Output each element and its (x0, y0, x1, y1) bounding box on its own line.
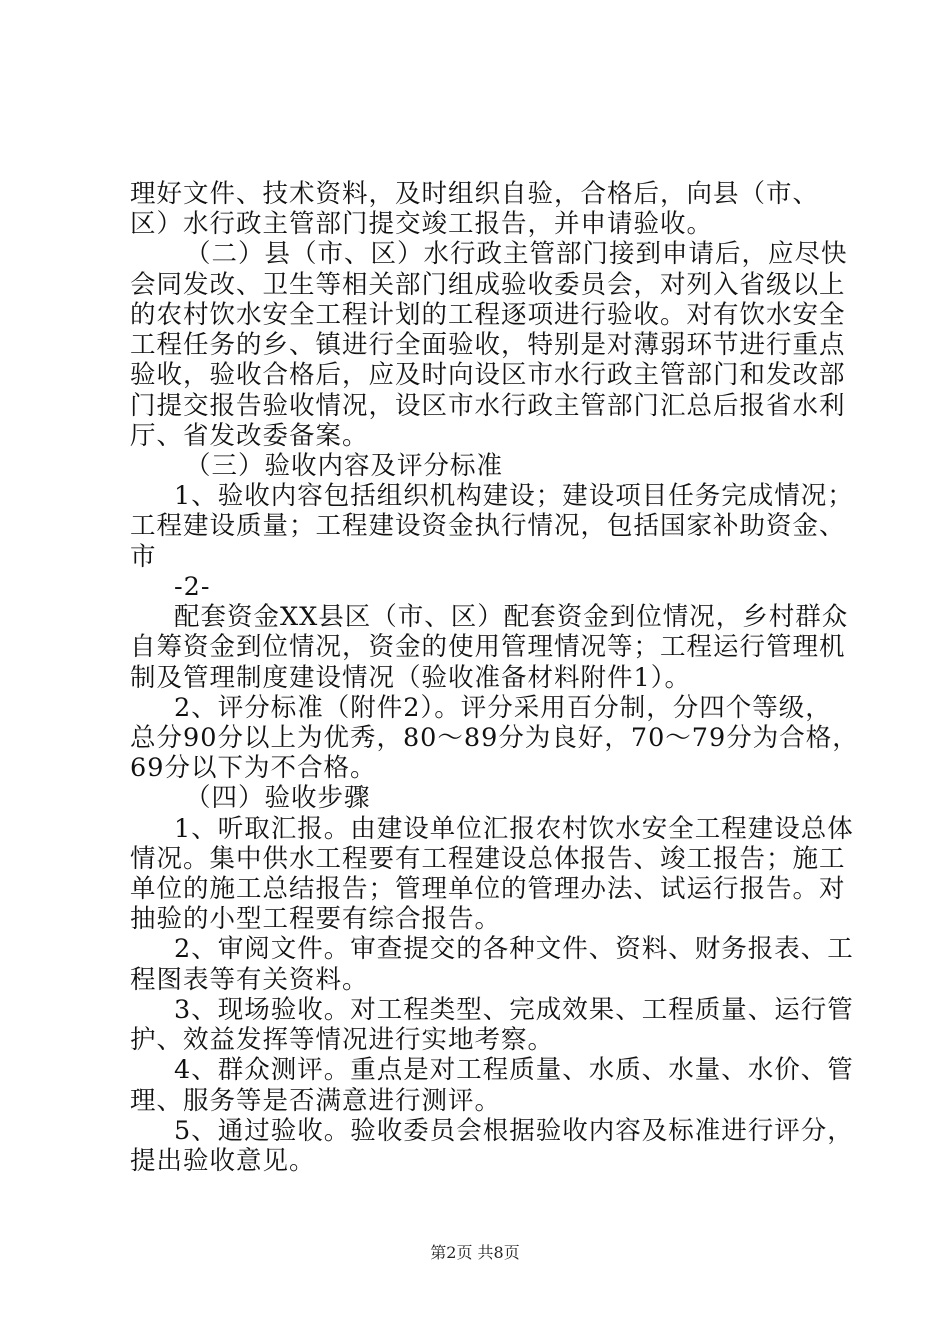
body-line: 情况。集中供水工程要有工程建设总体报告、竣工报告；施工 (130, 844, 846, 874)
body-line: 的农村饮水安全工程计划的工程逐项进行验收。对有饮水安全 (130, 300, 846, 330)
body-line: 工程任务的乡、镇进行全面验收，特别是对薄弱环节进行重点 (130, 330, 846, 360)
body-line: 区）水行政主管部门提交竣工报告，并申请验收。 (130, 209, 714, 239)
body-line: 单位的施工总结报告；管理单位的管理办法、试运行报告。对 (130, 874, 846, 904)
section-heading: （三）验收内容及评分标准 (185, 451, 504, 481)
body-line: 1、验收内容包括组织机构建设；建设项目任务完成情况； (174, 481, 854, 511)
inline-page-marker: -2- (174, 572, 211, 602)
body-line: 程图表等有关资料。 (130, 965, 369, 995)
body-line: 3、现场验收。对工程类型、完成效果、工程质量、运行管 (174, 995, 854, 1025)
body-line: 厅、省发改委备案。 (130, 421, 369, 451)
body-line: 门提交报告验收情况，设区市水行政主管部门汇总后报省水利 (130, 391, 846, 421)
body-line: 4、群众测评。重点是对工程质量、水质、水量、水价、管 (174, 1055, 854, 1085)
section-heading: （四）验收步骤 (185, 783, 371, 813)
body-line: 提出验收意见。 (130, 1146, 316, 1176)
body-line: 配套资金XX县区（市、区）配套资金到位情况，乡村群众 (174, 602, 849, 632)
body-line: 验收，验收合格后，应及时向设区市水行政主管部门和发改部 (130, 360, 846, 390)
body-line: 抽验的小型工程要有综合报告。 (130, 904, 502, 934)
body-line: 理、服务等是否满意进行测评。 (130, 1086, 502, 1116)
body-line: 总分90分以上为优秀，80～89分为良好，70～79分为合格， (130, 723, 859, 753)
body-line: 5、通过验收。验收委员会根据验收内容及标准进行评分， (174, 1116, 854, 1146)
body-line: 2、评分标准（附件2）。评分采用百分制，分四个等级， (174, 693, 832, 723)
body-line: 制及管理制度建设情况（验收准备材料附件1）。 (130, 663, 691, 693)
body-line: 市 (130, 542, 157, 572)
body-line: 1、听取汇报。由建设单位汇报农村饮水安全工程建设总体 (174, 814, 854, 844)
body-line: 工程建设质量；工程建设资金执行情况，包括国家补助资金、 (130, 511, 846, 541)
page-footer: 第2页 共8页 (430, 1243, 520, 1262)
body-line: 2、审阅文件。审查提交的各种文件、资料、财务报表、工 (174, 934, 854, 964)
body-line: 理好文件、技术资料，及时组织自验，合格后，向县（市、 (130, 179, 820, 209)
body-line: 护、效益发挥等情况进行实地考察。 (130, 1025, 555, 1055)
body-line: 69分以下为不合格。 (130, 753, 377, 783)
body-line: 会同发改、卫生等相关部门组成验收委员会，对列入省级以上 (130, 270, 846, 300)
body-line: 自筹资金到位情况，资金的使用管理情况等；工程运行管理机 (130, 632, 846, 662)
body-line: （二）县（市、区）水行政主管部门接到申请后，应尽快 (185, 239, 848, 269)
